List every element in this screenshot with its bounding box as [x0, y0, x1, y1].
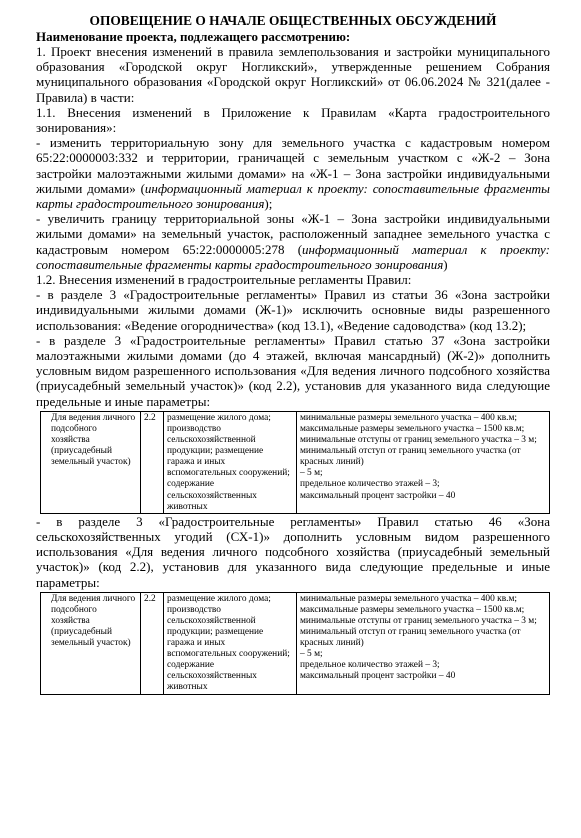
bullet-zone-change [36, 135, 550, 211]
bullet-zone-change-text: - изменить территориальную зону для земельного участка с кадастровым номером 65:22:0000003:332 и территории, граничащей с земельным участком с «Ж-2 – Зона застройки малоэтажными жилыми домами» на «Ж-1 – Зона застройки индивидуальными жилыми домами» ( [36, 135, 550, 196]
bullet-zone-extend-end: ) [443, 256, 448, 272]
parameter-line: максимальные размеры земельного участка – 1500 кв.м; [300, 423, 525, 434]
paragraph-1-2: 1.2. Внесения изменений в градостроительные регламенты Правил: [36, 272, 412, 288]
parameter-line: минимальные размеры земельного участка – 400 кв.м; [300, 593, 518, 604]
parameter-line: максимальные размеры земельного участка – 1500 кв.м; [300, 604, 525, 615]
bullet-zone-change-note: информационный материал к проекту: сопоставительные фрагменты карты градостроительного зонирования [36, 180, 550, 212]
parameter-line: минимальные размеры земельного участка – 400 кв.м; [300, 412, 518, 423]
project-heading: Наименование проекта, подлежащего рассмотрению: [36, 29, 351, 44]
bullet-zone-change-end: ); [264, 196, 273, 212]
table-row [41, 592, 550, 694]
parameter-line: предельное количество этажей – 3; [300, 479, 440, 490]
bullet-article-36: - в разделе 3 «Градостроительные регламенты» Правил из статьи 36 «Зона застройки индивидуальными жилыми домами (Ж-1)» исключить основные виды разрешенного использования: «Ведение огородничества» (код 13.1), «Ведение садоводства» (код 13.2); [36, 287, 550, 333]
bullet-zone-extend [36, 211, 550, 272]
paragraph-1-1: 1.1. Внесения изменений в Приложение к Правилам «Карта градостроительного зонирования»: [36, 104, 550, 136]
bullet-article-46: - в разделе 3 «Градостроительные регламенты» Правил статью 46 «Зона сельскохозяйственных угодий (СХ-1)» дополнить условным видом разрешенного использования «Для ведения личного подсобного хозяйства (приусадебный земельный участок)» (код 2.2), установив для указанного вида следующие предельные и иные параметры: [36, 513, 550, 590]
parameters-table-skh1 [40, 592, 550, 695]
use-description-cell: размещение жилого дома; производство сельскохозяйственной продукции; размещение гаража и иных вспомогательных сооружений; содержание сельскохозяйственных животных [164, 411, 297, 513]
parameter-line: минимальный отступ от границ земельного участка (от красных линий) [300, 627, 521, 649]
notice-document [36, 12, 550, 695]
bullet-zone-extend-text: - увеличить границу территориальной зоны «Ж-1 – Зона застройки индивидуальными жилыми домами» на земельный участок, расположенный западнее земельного участка с кадастровым номером 65:22:0000005:278 ( [36, 211, 550, 257]
use-description-cell: размещение жилого дома; производство сельскохозяйственной продукции; размещение гаража и иных вспомогательных сооружений; содержание сельскохозяйственных животных [164, 592, 297, 694]
parameter-line: – 5 м; [300, 468, 323, 479]
document-title: ОПОВЕЩЕНИЕ О НАЧАЛЕ ОБЩЕСТВЕННЫХ ОБСУЖДЕНИЙ [89, 13, 497, 28]
parameter-line: минимальные отступы от границ земельного участка – 3 м; [300, 435, 537, 446]
use-parameters-cell [297, 411, 550, 513]
parameter-line: минимальные отступы от границ земельного участка – 3 м; [300, 615, 537, 626]
table-row [41, 411, 550, 513]
parameter-line: максимальный процент застройки – 40 [300, 671, 456, 682]
bullet-article-37: - в разделе 3 «Градостроительные регламенты» Правил статью 37 «Зона застройки малоэтажными жилыми домами (до 4 этажей, включая мансардный) (Ж-2)» дополнить условным видом разрешенного использования «Для ведения личного подсобного хозяйства (приусадебный земельный участок)» (код 2.2), установив для указанного вида следующие предельные и иные параметры: [36, 332, 550, 409]
parameter-line: минимальный отступ от границ земельного участка (от красных линий) [300, 446, 521, 468]
use-name-cell: Для ведения личного подсобного хозяйства (приусадебный земельный участок) [41, 411, 141, 513]
use-code-cell: 2.2 [141, 592, 164, 694]
bullet-zone-extend-note: информационный материал к проекту: сопоставительные фрагменты карты градостроительного зонирования [36, 241, 550, 272]
paragraph-1: 1. Проект внесения изменений в правила землепользования и застройки муниципального образования «Городской округ Ногликский», утвержденные решением Собрания муниципального образования «Городской округ Ногликский» от 06.06.2024 № 321(далее - Правила) в части: [36, 44, 550, 105]
use-name-cell: Для ведения личного подсобного хозяйства (приусадебный земельный участок) [41, 592, 141, 694]
use-parameters-cell [297, 592, 550, 694]
parameter-line: максимальный процент застройки – 40 [300, 490, 456, 501]
use-code-cell: 2.2 [141, 411, 164, 513]
parameters-table-zh2 [40, 411, 550, 514]
parameter-line: предельное количество этажей – 3; [300, 660, 440, 671]
parameter-line: – 5 м; [300, 649, 323, 660]
